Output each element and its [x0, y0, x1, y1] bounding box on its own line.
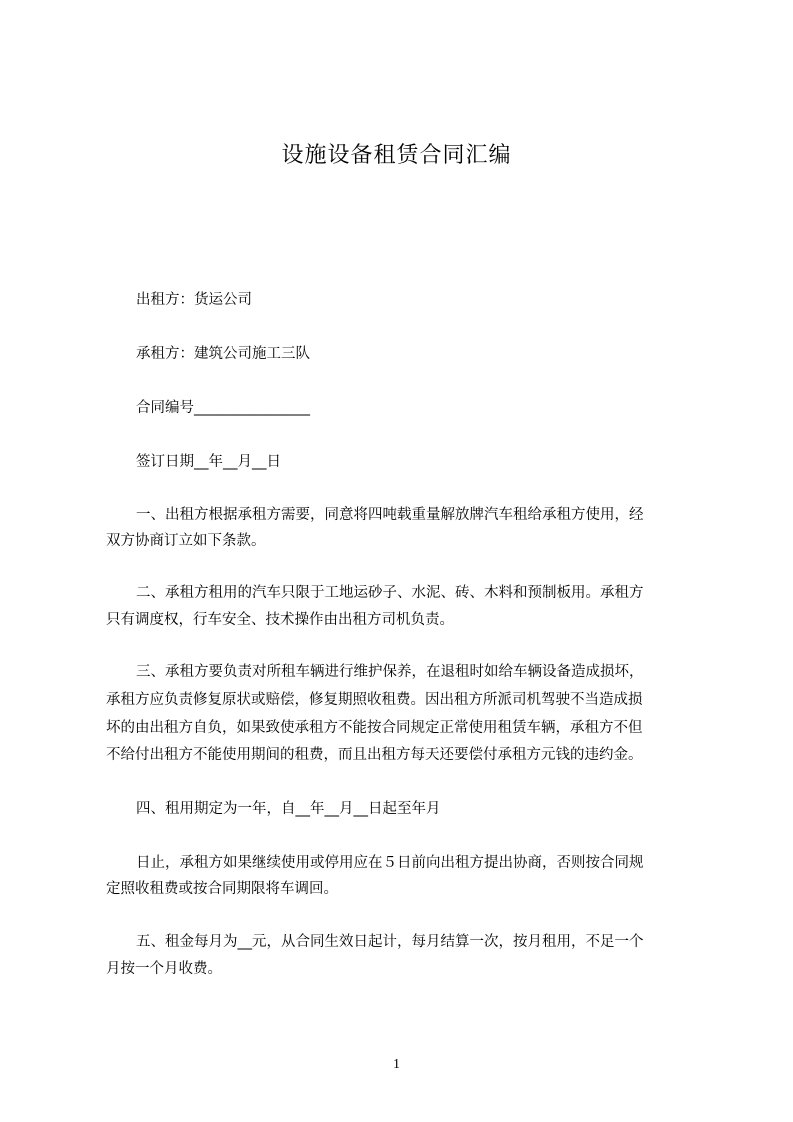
clause-line: 坏的由出租方自负，如果致使承租方不能按合同规定正常使用租赁车辆，承租方不但 [106, 720, 643, 736]
lessee-line: 承租方：建筑公司施工三队 [136, 346, 310, 362]
clause-line: 三、承租方要负责对所租车辆进行维护保养，在退租时如给车辆设备造成损坏， [136, 664, 644, 680]
clause-line: 不给付出租方不能使用期间的租费，而且出租方每天还要偿付承租方元钱的违约金。 [106, 747, 643, 763]
sign-date-line: 签订日期__年__月__日 [136, 454, 281, 470]
clause-line: 月按一个月收费。 [106, 961, 222, 977]
clause-line: 承租方应负责修复原状或赔偿，修复期照收租费。因出租方所派司机驾驶不当造成损 [106, 692, 643, 708]
clause-line: 只有调度权，行车安全、技术操作由出租方司机负责。 [106, 612, 454, 628]
clause-line: 一、出租方根据承租方需要，同意将四吨载重量解放牌汽车租给承租方使用，经 [136, 507, 644, 523]
clause-line: 四、租用期定为一年，自__年__月__日起至年月 [136, 801, 441, 817]
page-title: 设施设备租赁合同汇编 [281, 143, 512, 168]
page-number: 1 [393, 1057, 400, 1072]
clause-line: 二、承租方租用的汽车只限于工地运砂子、水泥、砖、木料和预制板用。承租方 [136, 585, 644, 601]
lessor-line: 出租方：货运公司 [136, 292, 252, 308]
clause-line: 双方协商订立如下条款。 [106, 533, 266, 549]
clause-line: 定照收租费或按合同期限将车调回。 [106, 881, 338, 897]
clause-line: 日止，承租方如果继续使用或停用应在５日前向出租方提出协商，否则按合同规 [136, 855, 644, 871]
contract-number-line: 合同编号________________ [136, 400, 310, 416]
clause-line: 五、租金每月为__元，从合同生效日起计，每月结算一次，按月租用，不足一个 [136, 934, 644, 950]
